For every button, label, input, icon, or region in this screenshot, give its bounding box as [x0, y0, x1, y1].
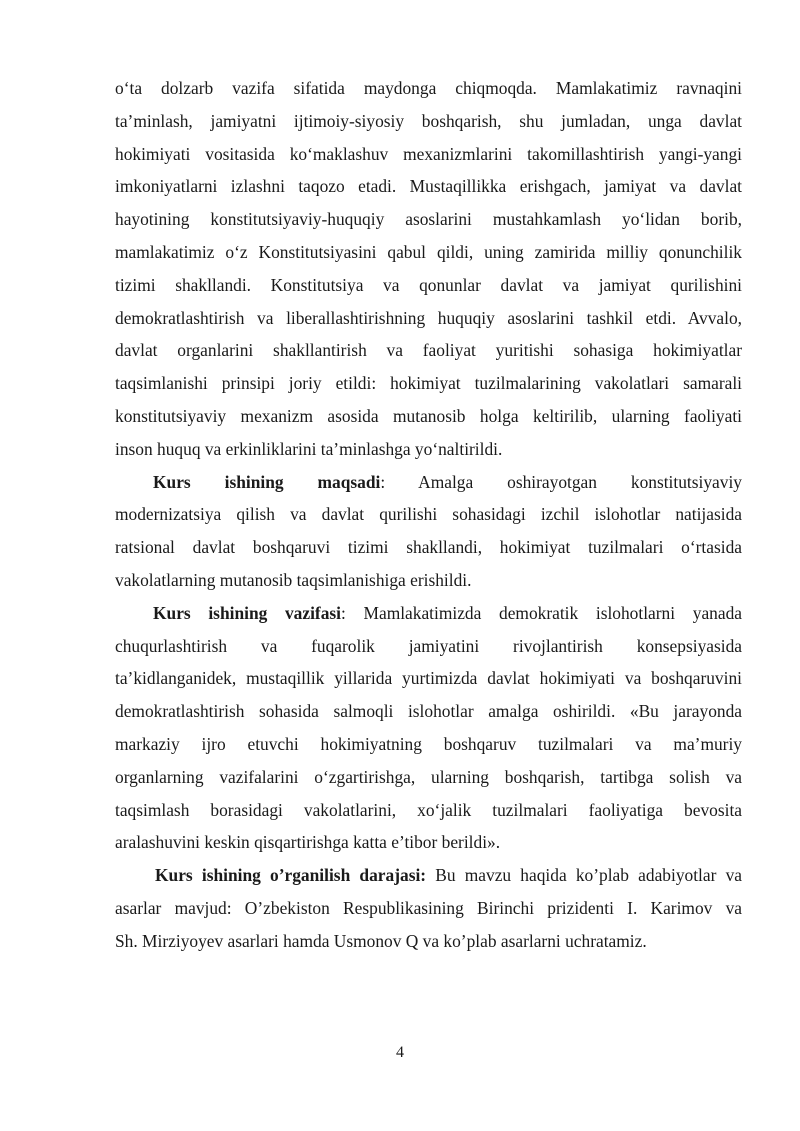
- goal-paragraph: [115, 466, 742, 597]
- text-line: [115, 597, 742, 630]
- text-line: chuqurlashtirish va fuqarolik jamiyatini rivojlantirish konsepsiyasida: [115, 635, 742, 656]
- text-line: hayotining konstitutsiyaviy-huquqiy asoslarini mustahkamlash yo‘lidan borib,: [115, 209, 742, 230]
- text-line: [115, 859, 742, 892]
- text-line: vakolatlarning mutanosib taqsimlanishiga erishildi.: [115, 569, 472, 590]
- text-line: konstitutsiyaviy mexanizm asosida mutanosib holga keltirilib, ularning faoliyati: [115, 405, 742, 426]
- document-page: [115, 72, 742, 958]
- text-line: davlat organlarini shakllantirish va faoliyat yuritishi sohasiga hokimiyatlar: [115, 340, 742, 361]
- text-line: tizimi shakllandi. Konstitutsiya va qonunlar davlat va jamiyat qurilishini: [115, 274, 742, 295]
- task-paragraph: [115, 597, 742, 859]
- task-heading: Kurs ishining vazifasi: [153, 602, 342, 623]
- text-line: hokimiyati vositasida ko‘maklashuv mexanizmlarini takomillashtirish yangi-yangi: [115, 143, 742, 164]
- text-line: markaziy ijro etuvchi hokimiyatning boshqaruv tuzilmalari va ma’muriy: [115, 733, 742, 754]
- text-line: taqsimlash borasidagi vakolatlarini, xo‘jalik tuzilmalari faoliyatiga bevosita: [115, 799, 742, 820]
- page-number: 4: [396, 1044, 404, 1061]
- text-line: demokratlashtirish va liberallashtirishning huquqiy asoslarini tashkil etdi. Avvalo,: [115, 307, 742, 328]
- text-line: inson huquq va erkinliklarini ta’minlashga yo‘naltirildi.: [115, 438, 503, 459]
- text-line: modernizatsiya qilish va davlat qurilishi sohasidagi izchil islohotlar natijasida: [115, 504, 742, 525]
- text-line: [115, 466, 742, 499]
- text-line: organlarning vazifalarini o‘zgartirishga, ularning boshqarish, tartibga solish va: [115, 766, 742, 787]
- task-text: : Mamlakatimizda demokratik islohotlarni yanada: [341, 602, 742, 623]
- goal-heading: Kurs ishining maqsadi: [153, 471, 381, 492]
- study-paragraph: [115, 859, 742, 957]
- goal-text: : Amalga oshirayotgan konstitutsiyaviy: [380, 471, 742, 492]
- text-line: o‘ta dolzarb vazifa sifatida maydonga chiqmoqda. Mamlakatimiz ravnaqini: [115, 78, 742, 98]
- text-line: asarlar mavjud: O’zbekiston Respublikasining Birinchi prizidenti I. Karimov va: [115, 897, 742, 918]
- intro-paragraph: [115, 72, 742, 466]
- text-line: ta’kidlanganidek, mustaqillik yillarida yurtimizda davlat hokimiyati va boshqaruvini: [115, 668, 742, 689]
- text-line: imkoniyatlarni izlashni taqozo etadi. Mustaqillikka erishgach, jamiyat va davlat: [115, 176, 742, 197]
- text-line: aralashuvini keskin qisqartirishga katta e’tibor berildi».: [115, 832, 501, 853]
- text-line: Sh. Mirziyoyev asarlari hamda Usmonov Q va ko’plab asarlarni uchratamiz.: [115, 930, 647, 951]
- text-line: mamlakatimiz o‘z Konstitutsiyasini qabul qildi, uning zamirida milliy qonunchilik: [115, 241, 742, 262]
- study-text: Bu mavzu haqida ko’plab adabiyotlar va: [426, 865, 742, 886]
- text-line: demokratlashtirish sohasida salmoqli islohotlar amalga oshirildi. «Bu jarayonda: [115, 701, 742, 722]
- text-line: ratsional davlat boshqaruvi tizimi shakllandi, hokimiyat tuzilmalari o‘rtasida: [115, 537, 742, 558]
- text-line: ta’minlash, jamiyatni ijtimoiy-siyosiy boshqarish, shu jumladan, unga davlat: [115, 110, 742, 131]
- text-line: taqsimlanishi prinsipi joriy etildi: hokimiyat tuzilmalarining vakolatlari samarali: [115, 373, 742, 394]
- study-heading: Kurs ishining o’rganilish darajasi:: [155, 865, 427, 886]
